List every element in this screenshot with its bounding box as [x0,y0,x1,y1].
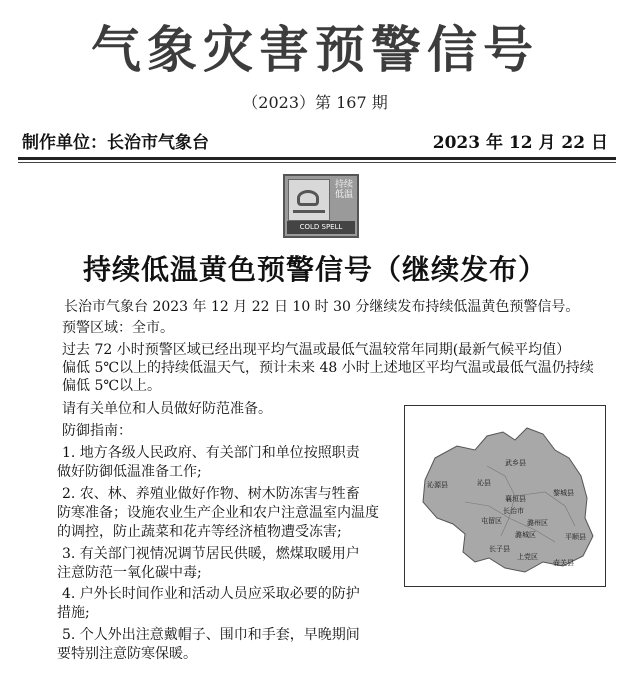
guide-line: 2. 农、林、养殖业做好作物、树木防冻害与牲畜 [62,486,360,502]
county-label: 沁源县 [427,481,448,489]
guide-item [57,545,402,583]
issue-date: 2023 年 12 月 22 日 [432,133,608,153]
header-divider-thick [18,157,616,160]
guide-line: 4. 户外长时间作业和活动人员应采取必要的防护 [62,586,360,602]
icon-name-line1: 持续 [334,180,353,190]
paragraph-guide-heading: 防御指南： [62,423,132,439]
paragraph-detail-line3: 偏低 5℃以上。 [62,378,162,394]
county-label: 沁县 [477,479,491,487]
guide-line: 措施; [57,605,90,621]
county-label: 潞州区 [527,519,548,527]
guide-line: 做好防御低温准备工作; [57,464,202,480]
county-label: 武乡县 [505,459,526,467]
paragraph-detail-line1: 过去 72 小时预警区域已经出现平均气温或最低气温较常年同期(最新气候平均值） [62,342,571,358]
guide-item [57,444,402,482]
paragraph-area: 预警区域：全市。 [62,320,174,336]
guide-item [57,485,402,542]
county-label: 壶关县 [553,559,574,567]
county-label: 长治市 [503,507,524,515]
main-title: 气象灾害预警信号 [91,21,539,79]
county-label: 长子县 [489,545,510,553]
warning-area-map [404,405,606,587]
guide-line: 防寒准备；设施农业生产企业和农户注意温室内温度 [57,505,379,521]
header-divider-thin [18,162,616,163]
paragraph-issue: 长治市气象台 2023 年 12 月 22 日 10 时 30 分继续发布持续低温黄色预警信号。 [64,299,580,315]
issuing-unit: 制作单位：长治市气象台 [22,133,209,153]
guide-item [57,626,402,664]
guide-line: 3. 有关部门视情况调节居民供暖，燃煤取暖用户 [62,546,360,562]
county-label: 襄垣县 [505,495,526,503]
guide-line: 1. 地方各级人民政府、有关部门和单位按照职责 [62,445,360,461]
issue-number: （2023）第 167 期 [242,93,388,112]
cold-spell-icon [283,174,359,238]
county-label: 屯留区 [481,517,502,525]
thermometer-icon [288,179,330,221]
county-label: 平顺县 [565,533,586,541]
signal-title: 持续低温黄色预警信号（继续发布） [82,253,547,286]
guide-line: 的调控，防止蔬菜和花卉等经济植物遭受冻害; [57,524,342,540]
county-label: 黎城县 [553,489,574,497]
icon-name-line2: 低温 [334,190,353,200]
county-label: 上党区 [517,553,538,561]
paragraph-prepare: 请有关单位和人员做好防范准备。 [62,401,272,417]
paragraph-detail-line2: 偏低 5℃以上的持续低温天气，预计未来 48 小时上述地区平均气温或最低气温仍持续 [62,360,594,376]
icon-name [333,180,355,200]
icon-caption: COLD SPELL [287,221,355,234]
guide-line: 要特别注意防寒保暖。 [57,646,197,662]
county-label: 潞城区 [515,531,536,539]
guide-line: 注意防范一氧化碳中毒; [57,565,202,581]
guide-line: 5. 个人外出注意戴帽子、围巾和手套，早晚期间 [62,627,360,643]
guide-item [57,585,402,623]
